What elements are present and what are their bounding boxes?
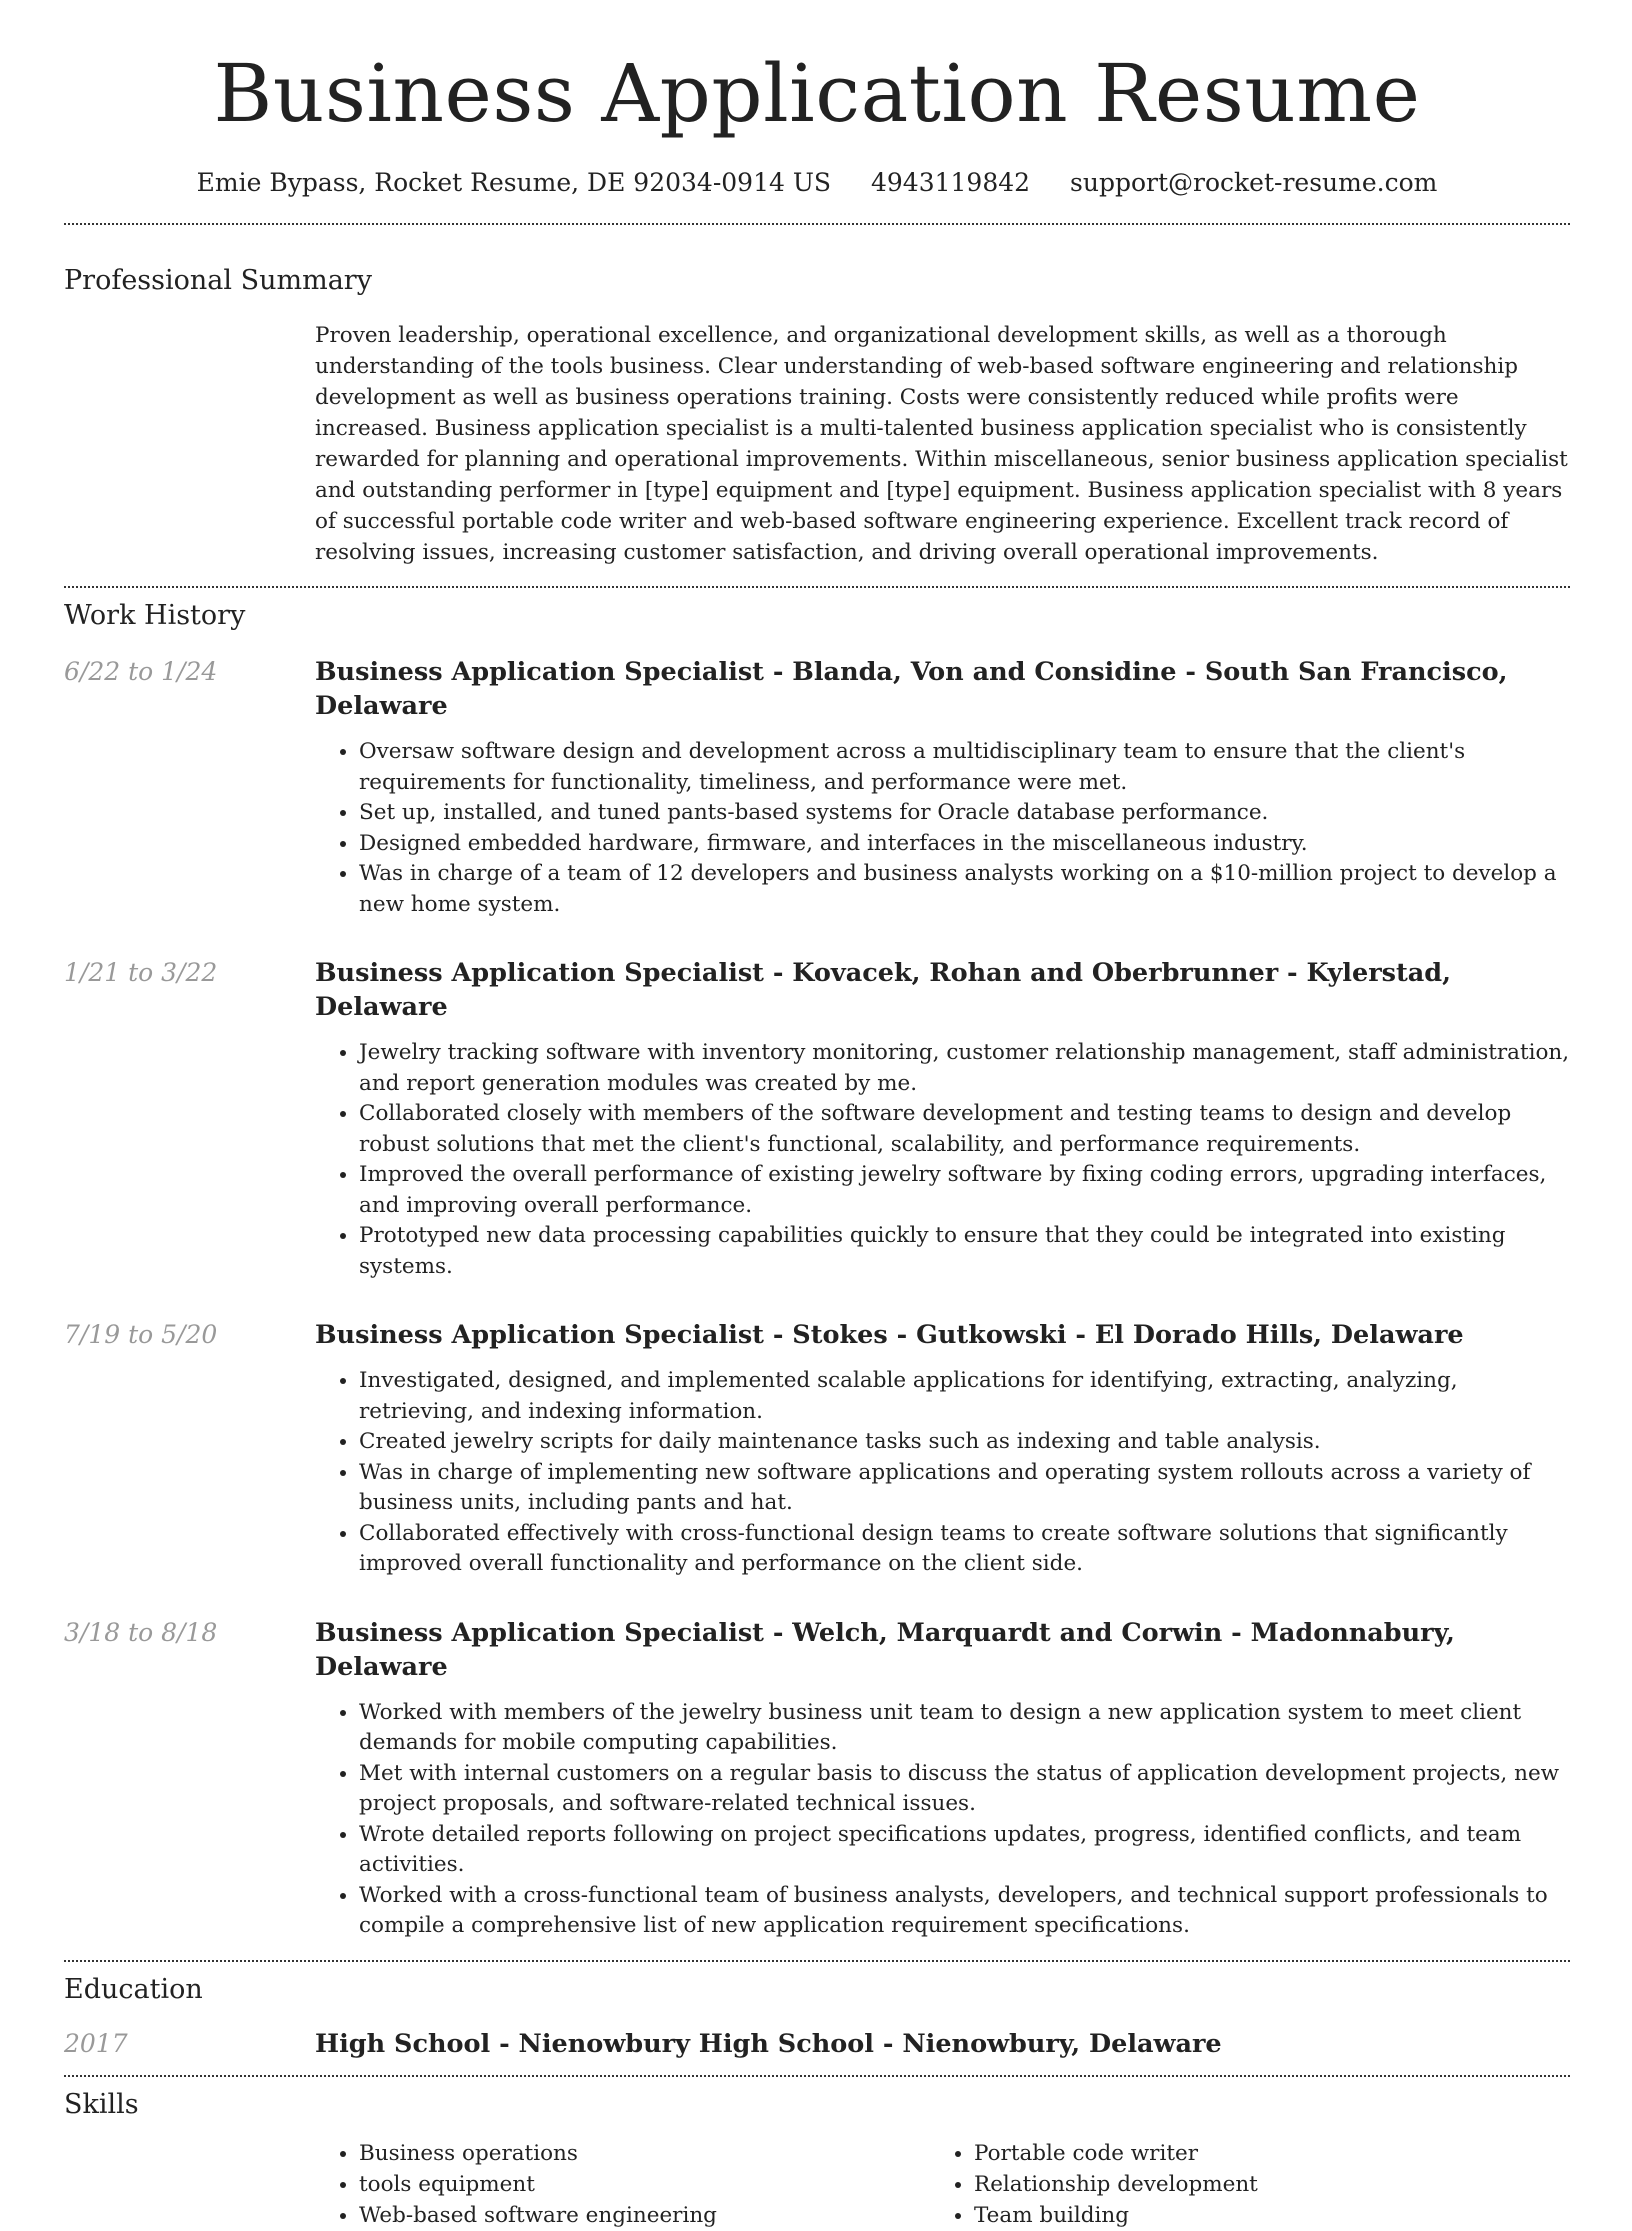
job-bullets	[315, 1698, 1570, 1942]
divider	[64, 586, 1570, 588]
education-year: 2017	[64, 2028, 128, 2058]
list-item: • Jewelry tracking software with inventory monitoring, customer relationship management, staff administration, and report generation modules was created by me.	[359, 1038, 1570, 1099]
divider	[64, 1960, 1570, 1962]
list-item: • Wrote detailed reports following on project specifications updates, progress, identified conflicts, and team activities.	[359, 1820, 1570, 1881]
job-title: Business Application Specialist - Kovacek, Rohan and Oberbrunner - Kylerstad, Delaware	[315, 958, 1452, 1022]
job-entry	[64, 956, 1570, 1282]
list-item: • Oversaw software design and development across a multidisciplinary team to ensure that the client's requirements for functionality, timeliness, and performance were met.	[359, 737, 1570, 798]
contact-info	[64, 168, 1570, 197]
job-entry	[64, 1616, 1570, 1942]
list-item: • Created jewelry scripts for daily maintenance tasks such as indexing and table analysis.	[359, 1427, 1570, 1458]
education-title: High School - Nienowbury High School - Nienowbury, Delaware	[315, 2028, 1222, 2059]
skill-item: • Web-based software engineering	[359, 2200, 930, 2231]
job-bullets	[315, 1038, 1570, 1282]
list-item: • Prototyped new data processing capabilities quickly to ensure that they could be integrated into existing systems.	[359, 1221, 1570, 1282]
list-item: • Was in charge of implementing new software applications and operating system rollouts across a variety of business units, including pants and hat.	[359, 1458, 1570, 1519]
education-heading: Education	[64, 1973, 203, 2005]
list-item: • Investigated, designed, and implemented scalable applications for identifying, extracting, analyzing, retrieving, and indexing information.	[359, 1366, 1570, 1427]
job-dates: 1/21 to 3/22	[64, 958, 218, 987]
job-title: Business Application Specialist - Welch, Marquardt and Corwin - Madonnabury, Delaware	[315, 1617, 1455, 1682]
skill-item: • Portable code writer	[974, 2138, 1545, 2169]
job-bullets	[315, 737, 1570, 920]
divider	[64, 2075, 1570, 2077]
list-item: • Was in charge of a team of 12 developers and business analysts working on a $10-million project to develop a new home system.	[359, 859, 1570, 920]
job-dates: 3/18 to 8/18	[64, 1617, 218, 1647]
list-item: • Set up, installed, and tuned pants-based systems for Oracle database performance.	[359, 798, 1570, 829]
job-dates: 7/19 to 5/20	[64, 1320, 218, 1349]
skill-item: • Business operations	[359, 2138, 930, 2169]
job-dates: 6/22 to 1/24	[64, 657, 218, 686]
list-item: • Worked with a cross-functional team of business analysts, developers, and technical support professionals to compile a comprehensive list of new application requirement specifications.	[359, 1881, 1570, 1942]
address: Emie Bypass, Rocket Resume, DE 92034-0914 US	[196, 168, 832, 197]
skill-item: • Team building	[974, 2200, 1545, 2231]
list-item: • Designed embedded hardware, firmware, and interfaces in the miscellaneous industry.	[359, 829, 1570, 860]
email: support@rocket-resume.com	[1070, 168, 1438, 197]
skill-item: • Relationship development	[974, 2169, 1545, 2200]
list-item: • Collaborated effectively with cross-functional design teams to create software solutions that significantly improved overall functionality and performance on the client side.	[359, 1519, 1570, 1580]
phone: 4943119842	[871, 168, 1031, 197]
resume-page	[64, 0, 1570, 2231]
skills-list-left	[315, 2138, 930, 2231]
list-item: • Worked with members of the jewelry business unit team to design a new application system to meet client demands for mobile computing capabilities.	[359, 1698, 1570, 1759]
job-bullets	[315, 1366, 1570, 1580]
job-entry	[64, 1318, 1570, 1580]
job-entry	[64, 655, 1570, 920]
resume-title: Business Application Resume	[213, 47, 1421, 140]
list-item: • Met with internal customers on a regular basis to discuss the status of application development projects, new project proposals, and software-related technical issues.	[359, 1759, 1570, 1820]
work-history-heading: Work History	[64, 600, 246, 631]
list-item: • Collaborated closely with members of the software development and testing teams to design and develop robust solutions that met the client's functional, scalability, and performance requirements.	[359, 1099, 1570, 1160]
list-item: • Improved the overall performance of existing jewelry software by fixing coding errors, upgrading interfaces, and improving overall performance.	[359, 1160, 1570, 1221]
summary-text: Proven leadership, operational excellence, and organizational development skills, as well as a thorough understanding of the tools business. Clear understanding of web-based software engineering and relationship development as well as business operations training. Costs were consistently reduced while profits were increased. Business application specialist is a multi-talented business application specialist who is consistently rewarded for planning and operational improvements. Within miscellaneous, senior business application specialist and outstanding performer in [type] equipment and [type] equipment. Business application specialist with 8 years of successful portable code writer and web-based software engineering experience. Excellent track record of resolving issues, increasing customer satisfaction, and driving overall operational improvements.	[315, 323, 1568, 565]
job-title: Business Application Specialist - Stokes - Gutkowski - El Dorado Hills, Delaware	[315, 1320, 1464, 1350]
divider	[64, 223, 1570, 225]
skills-heading: Skills	[64, 2088, 139, 2120]
skills-list-right	[930, 2138, 1545, 2231]
skill-item: • tools equipment	[359, 2169, 930, 2200]
job-title: Business Application Specialist - Blanda, Von and Considine - South San Francisco, Delaware	[315, 657, 1508, 721]
summary-heading: Professional Summary	[64, 265, 372, 296]
